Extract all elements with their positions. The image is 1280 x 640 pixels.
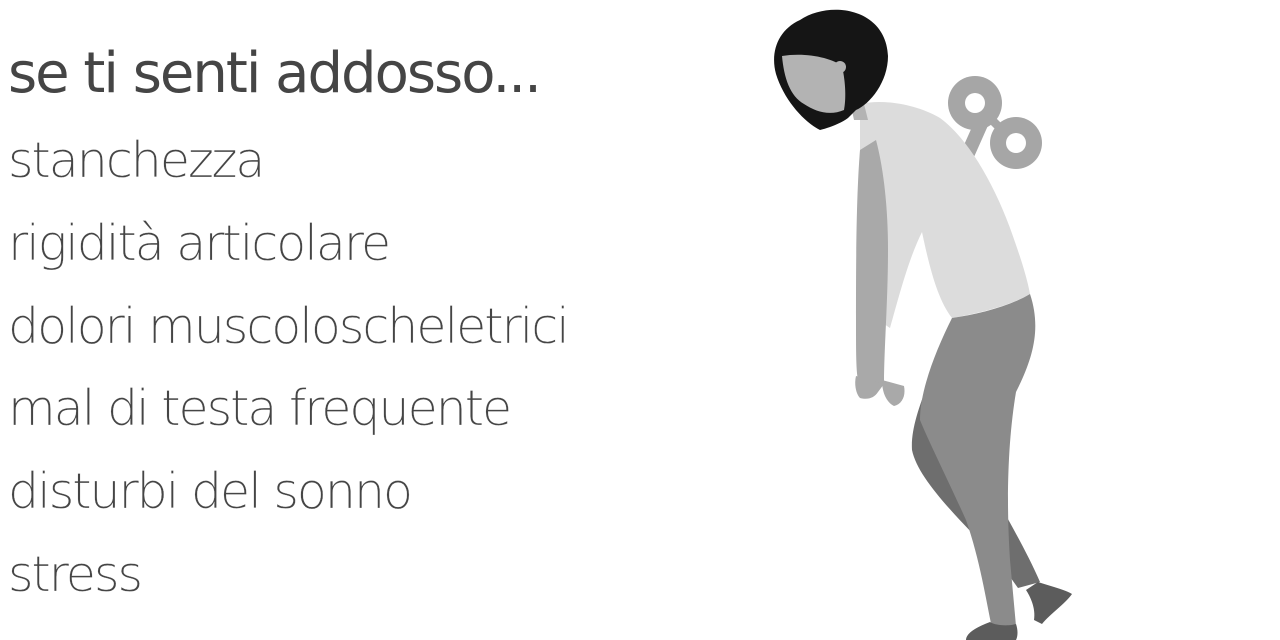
symptom-item-rigidita-articolare: rigidità articolare <box>8 214 390 272</box>
symptom-item-dolori-muscoloscheletrici: dolori muscoloscheletrici <box>8 297 568 355</box>
symptom-item-mal-di-testa: mal di testa frequente <box>8 380 511 438</box>
heading: se ti senti addosso... <box>8 41 540 106</box>
symptoms-text-block <box>8 28 688 617</box>
symptom-item-stress: stress <box>8 545 142 603</box>
tired-wind-up-person-icon <box>760 0 1120 640</box>
symptom-item-disturbi-del-sonno: disturbi del sonno <box>8 463 411 521</box>
symptom-list <box>8 120 688 617</box>
symptom-item-stanchezza: stanchezza <box>8 132 264 189</box>
tired-person-illustration <box>760 0 1120 640</box>
